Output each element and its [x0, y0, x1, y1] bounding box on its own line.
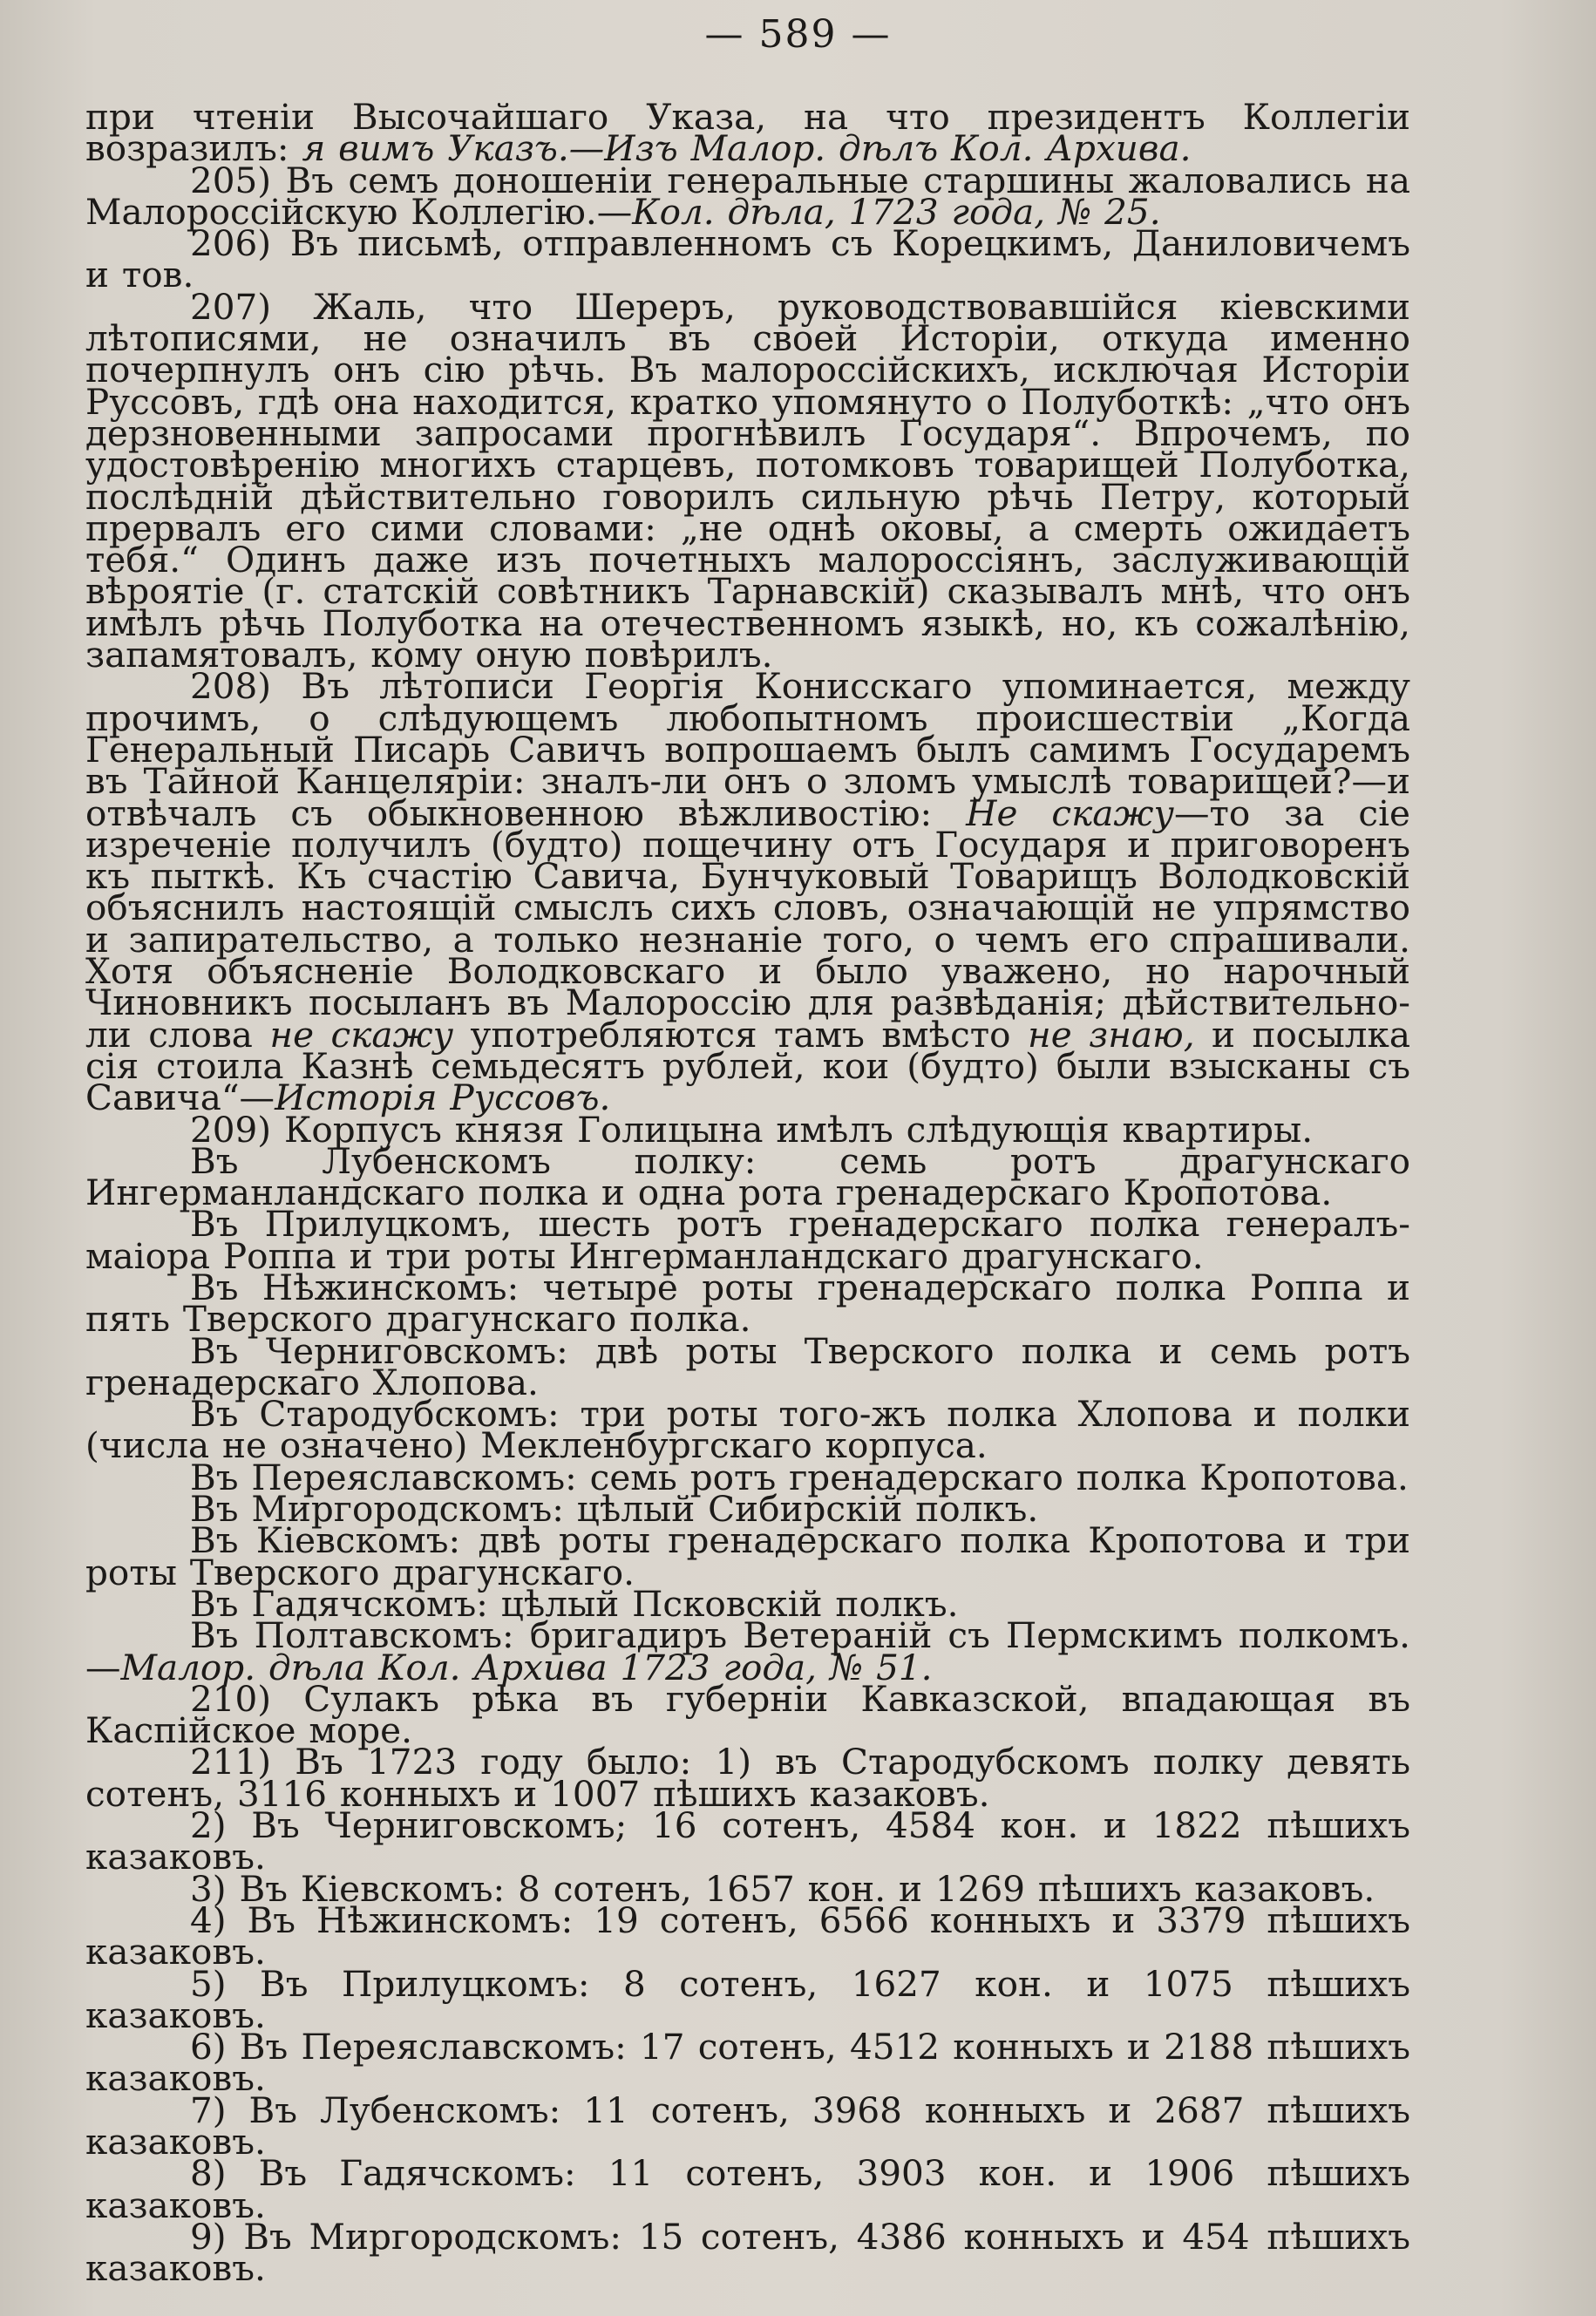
italic-text: Не скажу — [966, 791, 1174, 834]
text-run: 4) Въ Нѣжинскомъ: 19 сотенъ, 6566 конныхъ и 3379 пѣшихъ казаковъ. — [85, 1898, 1410, 1973]
paragraph — [85, 96, 1410, 170]
paragraph — [85, 1139, 1410, 1214]
paragraph — [85, 2088, 1410, 2163]
paragraph — [85, 1677, 1410, 1752]
paragraph — [85, 1741, 1410, 1815]
italic-text: не знаю, — [1028, 1013, 1195, 1056]
text-run: Въ Переяславскомъ: семь ротъ гренадерскаго полка Кропотова. — [190, 1456, 1409, 1498]
paragraph — [85, 1898, 1410, 1973]
italic-text: не скажу — [269, 1013, 454, 1056]
paragraph — [85, 1329, 1410, 1403]
text-run: Въ Прилуцкомъ, шесть ротъ гренадерскаго полка генералъ-маіора Роппа и три роты Ингерманландскаго драгунскаго. — [85, 1203, 1410, 1277]
paragraph — [85, 2026, 1410, 2100]
text-run: 7) Въ Лубенскомъ: 11 сотенъ, 3968 конныхъ и 2687 пѣшихъ казаковъ. — [85, 2088, 1410, 2163]
italic-text: Кол. дѣла, 1723 года, № 25. — [632, 190, 1161, 233]
text-run: 209) Корпусъ князя Голицына имѣлъ слѣдующія квартиры. — [190, 1108, 1314, 1151]
text-run: 207) Жаль, что Шереръ, руководствовавшійся кіевскими лѣтописями, не означилъ въ своей Исторіи, откуда именно почерпнулъ онъ сію рѣчь. Въ малороссійскихъ, исключая Исторіи Руссовъ, гдѣ она находится, кратко упомянуто о Полуботкѣ: „что онъ дерзновенными запросами прогнѣвилъ Государя“. Впрочемъ, по удостовѣренію многихъ старцевъ, потомковъ товарищей Полуботка, послѣдній дѣйствительно говорилъ сильную рѣчь Петру, который прервалъ его сими словами: „не однѣ оковы, а смерть ожидаетъ тебя.“ Одинъ даже изъ почетныхъ малороссіянъ, заслуживающій вѣроятіе (г. статскій совѣтникъ Тарнавскій) сказывалъ мнѣ, что онъ имѣлъ рѣчь Полуботка на отечественномъ языкѣ, но, къ сожалѣнію, запамятовалъ, кому оную повѣрилъ. — [85, 285, 1410, 676]
text-run: Въ Стародубскомъ: три роты того-жъ полка Хлопова и полки (числа не означено) Мекленбургскаго корпуса. — [85, 1393, 1410, 1467]
text-run: Въ Полтавскомъ: бригадиръ Ветераній съ Пермскимъ полкомъ.— — [85, 1614, 1410, 1688]
paragraph — [85, 665, 1410, 1119]
text-run: Въ Лубенскомъ полку: семь ротъ драгунскаго Ингерманландскаго полка и одна рота гренадерскаго Кропотова. — [85, 1139, 1410, 1214]
text-run: 208) Въ лѣтописи Георгія Конисскаго упоминается, между прочимъ, о слѣдующемъ любопытномъ происшествіи „Когда Генеральный Писарь Савичъ вопрошаемъ былъ самимъ Государемъ въ Тайной Канцеляріи: зналъ-ли онъ о зломъ умыслѣ товарищей?—и отвѣчалъ съ обыкновенною вѣжливостію: — [85, 665, 1410, 834]
text-run: —то за сіе изреченіе получилъ (будто) пощечину отъ Государя и приговоренъ къ пыткѣ. Къ счастію Савича, Бунчуковый Товарищъ Володковскій объяснилъ настоящій смыслъ сихъ словъ, означающій не упрямство и запирательство, а только незнаніе того, о чемъ его спрашивали. Хотя объясненіе Володковскаго и было уважено, но нарочный Чиновникъ посыланъ въ Малороссію для развѣданія; дѣйствительно-ли слова — [85, 791, 1410, 1056]
text-run: 210) Сулакъ рѣка въ губерніи Кавказской, впадающая въ Каспійское море. — [85, 1677, 1410, 1752]
italic-text: я вимъ Указъ.—Изъ Малор. дѣлъ Кол. Архива. — [302, 127, 1192, 170]
text-run: 2) Въ Черниговскомъ; 16 сотенъ, 4584 кон. и 1822 пѣшихъ казаковъ. — [85, 1804, 1410, 1878]
text-run: Въ Миргородскомъ: цѣлый Сибирскій полкъ. — [190, 1488, 1039, 1531]
paragraph — [85, 1614, 1410, 1688]
text-run: 9) Въ Миргородскомъ: 15 сотенъ, 4386 конныхъ и 454 пѣшихъ казаковъ. — [85, 2215, 1410, 2290]
text-run: употребляются тамъ вмѣсто — [453, 1013, 1029, 1056]
text-run: и посылка сія стоила Казнѣ семьдесятъ рублей, кои (будто) были взысканы съ Савича“— — [85, 1013, 1410, 1119]
text-run: Въ Черниговскомъ: двѣ роты Тверского полка и семь ротъ гренадерскаго Хлопова. — [85, 1329, 1410, 1403]
text-run: Въ Кіевскомъ: двѣ роты гренадерскаго полка Кропотова и три роты Тверского драгунскаго. — [85, 1519, 1410, 1593]
body-text — [85, 96, 1410, 2290]
text-run: 5) Въ Прилуцкомъ: 8 сотенъ, 1627 кон. и 1075 пѣшихъ казаковъ. — [85, 1962, 1410, 2036]
paragraph — [85, 1519, 1410, 1593]
paragraph — [85, 2152, 1410, 2226]
italic-text: Малор. дѣла Кол. Архива 1723 года, № 51. — [120, 1646, 933, 1688]
paragraph — [85, 1804, 1410, 1878]
paragraph — [85, 1962, 1410, 2036]
text-run: 205) Въ семъ доношеніи генеральные старшины жаловались на Малороссійскую Коллегію.— — [85, 159, 1410, 233]
text-run: 6) Въ Переяславскомъ: 17 сотенъ, 4512 конныхъ и 2188 пѣшихъ казаковъ. — [85, 2026, 1410, 2100]
page-number: — 589 — — [704, 12, 892, 57]
paragraph — [85, 2215, 1410, 2290]
paragraph — [85, 1266, 1410, 1341]
text-run: 3) Въ Кіевскомъ: 8 сотенъ, 1657 кон. и 1269 пѣшихъ казаковъ. — [190, 1867, 1375, 1910]
text-run: Въ Гадячскомъ: цѣлый Псковскій полкъ. — [190, 1582, 959, 1625]
paragraph — [85, 285, 1410, 676]
paragraph — [85, 1203, 1410, 1277]
paragraph — [85, 1393, 1410, 1467]
text-run: при чтеніи Высочайшаго Указа, на что президентъ Коллегіи возразилъ: — [85, 96, 1410, 170]
italic-text: Исторія Руссовъ. — [275, 1076, 611, 1119]
text-run: 211) Въ 1723 году было: 1) въ Стародубскомъ полку девять сотенъ, 3116 конныхъ и 1007 пѣшихъ казаковъ. — [85, 1741, 1410, 1815]
paragraph — [85, 159, 1410, 233]
text-run: 206) Въ письмѣ, отправленномъ съ Корецкимъ, Даниловичемъ и тов. — [85, 222, 1410, 296]
text-run: Въ Нѣжинскомъ: четыре роты гренадерскаго полка Роппа и пять Тверского драгунскаго полка. — [85, 1266, 1410, 1341]
paragraph — [85, 222, 1410, 296]
text-run: 8) Въ Гадячскомъ: 11 сотенъ, 3903 кон. и 1906 пѣшихъ казаковъ. — [85, 2152, 1410, 2226]
